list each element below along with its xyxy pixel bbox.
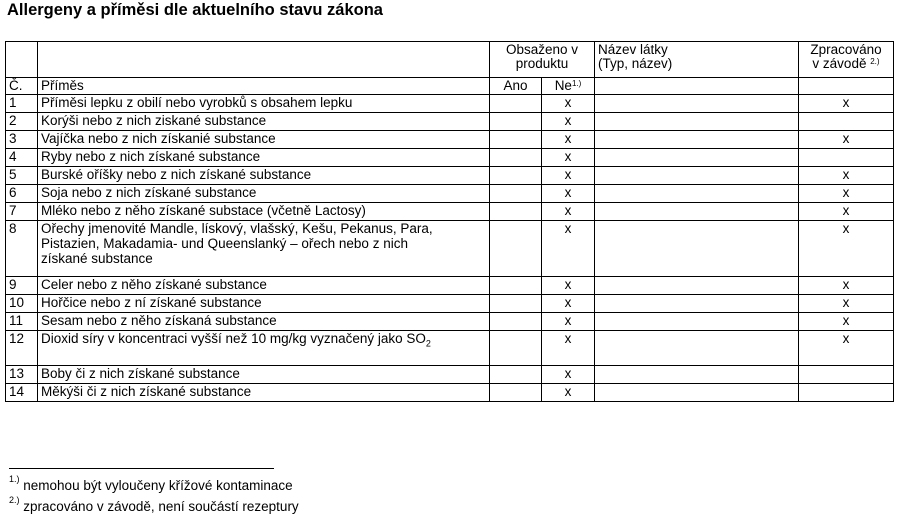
row-processed: x xyxy=(799,131,894,149)
table-row xyxy=(6,331,894,366)
row-ne: x xyxy=(542,203,595,221)
row-name-line: získané substance xyxy=(41,251,153,266)
row-ne: x xyxy=(542,167,595,185)
row-substance xyxy=(595,131,799,149)
row-name: Měkýši či z nich získané substance xyxy=(38,384,490,402)
row-substance xyxy=(595,149,799,167)
header-yes: Ano xyxy=(490,78,542,95)
row-yes xyxy=(490,203,542,221)
table-row xyxy=(6,313,894,331)
table-row xyxy=(6,384,894,402)
row-number: 1 xyxy=(6,95,38,113)
footnote-mark: 2.) xyxy=(9,495,20,505)
row-yes xyxy=(490,113,542,131)
row-number: 14 xyxy=(6,384,38,402)
header-admixture: Příměs xyxy=(38,78,490,95)
header-row-1 xyxy=(6,42,894,78)
row-ne: x xyxy=(542,295,595,313)
row-number: 10 xyxy=(6,295,38,313)
row-substance xyxy=(595,331,799,366)
row-processed: x xyxy=(799,277,894,295)
row-name: Celer nebo z něho získané substance xyxy=(38,277,490,295)
row-processed xyxy=(799,366,894,384)
row-ne: x xyxy=(542,131,595,149)
row-name: Mléko nebo z něho získané substace (včetně Lactosy) xyxy=(38,203,490,221)
row-ne: x xyxy=(542,366,595,384)
table-row xyxy=(6,149,894,167)
row-yes xyxy=(490,313,542,331)
row-substance xyxy=(595,366,799,384)
row-yes xyxy=(490,185,542,203)
row-number: 12 xyxy=(6,331,38,366)
row-yes xyxy=(490,295,542,313)
row-yes xyxy=(490,277,542,295)
row-substance xyxy=(595,185,799,203)
row-yes xyxy=(490,95,542,113)
row-substance xyxy=(595,167,799,185)
row-number: 13 xyxy=(6,366,38,384)
table-row xyxy=(6,203,894,221)
header-contained xyxy=(490,42,595,78)
row-processed xyxy=(799,149,894,167)
row-substance xyxy=(595,221,799,277)
row-number: 3 xyxy=(6,131,38,149)
row-processed: x xyxy=(799,185,894,203)
row-yes xyxy=(490,384,542,402)
row-processed xyxy=(799,384,894,402)
header-substance-line1: Název látky xyxy=(598,42,668,57)
table-row xyxy=(6,167,894,185)
row-yes xyxy=(490,149,542,167)
header-ne xyxy=(542,78,595,95)
row-name: Soja nebo z nich získané substance xyxy=(38,185,490,203)
row-name: Boby či z nich získané substance xyxy=(38,366,490,384)
header-processed-line2: v závodě xyxy=(812,56,867,71)
row-name-line: Pistazien, Makadamia- und Queenslanký – ořech nebo z nich xyxy=(41,236,408,251)
header-processed xyxy=(799,42,894,78)
row-yes xyxy=(490,131,542,149)
header-processed-line1: Zpracováno xyxy=(810,42,882,57)
row-ne: x xyxy=(542,95,595,113)
row-processed: x xyxy=(799,313,894,331)
row-yes xyxy=(490,221,542,277)
header-no: Č. xyxy=(6,78,38,95)
row-yes xyxy=(490,331,542,366)
row-substance xyxy=(595,113,799,131)
table-row xyxy=(6,366,894,384)
row-ne: x xyxy=(542,277,595,295)
table-row xyxy=(6,131,894,149)
footnote-text: zpracováno v závodě, není součástí rezeptury xyxy=(23,499,299,514)
row-processed: x xyxy=(799,95,894,113)
row-name: Příměsi lepku z obilí nebo vyrobků s obsahem lepku xyxy=(38,95,490,113)
header-ne-label: Ne xyxy=(554,78,572,93)
header-empty-name xyxy=(38,42,490,78)
row-number: 7 xyxy=(6,203,38,221)
row-processed: x xyxy=(799,167,894,185)
row-ne: x xyxy=(542,221,595,277)
row-substance xyxy=(595,384,799,402)
table-row xyxy=(6,221,894,277)
row-substance xyxy=(595,203,799,221)
header-row-2 xyxy=(6,78,894,95)
row-substance xyxy=(595,277,799,295)
row-number: 8 xyxy=(6,221,38,277)
row-yes xyxy=(490,366,542,384)
row-name: Vajíčka nebo z nich získanié substance xyxy=(38,131,490,149)
row-processed xyxy=(799,113,894,131)
table-row xyxy=(6,277,894,295)
row-name: Hořčice nebo z ní získané substance xyxy=(38,295,490,313)
row-name xyxy=(38,221,490,277)
row-processed: x xyxy=(799,203,894,221)
row-processed: x xyxy=(799,295,894,313)
header-substance-line2: (Typ, název) xyxy=(598,56,673,71)
header-substance xyxy=(595,42,799,78)
table-row xyxy=(6,295,894,313)
row-name: Korýši nebo z nich ziskané substance xyxy=(38,113,490,131)
row-name: Sesam nebo z něho získaná substance xyxy=(38,313,490,331)
row-substance xyxy=(595,313,799,331)
row-substance xyxy=(595,295,799,313)
row-name xyxy=(38,331,490,366)
row-ne: x xyxy=(542,149,595,167)
table-row xyxy=(6,113,894,131)
row-ne: x xyxy=(542,384,595,402)
footnote-mark: 1.) xyxy=(9,474,20,484)
header-contained-line1: Obsaženo v xyxy=(505,42,579,57)
header-contained-line2: produktu xyxy=(515,56,569,71)
header-substance-empty xyxy=(595,78,799,95)
row-name-line: Ořechy jmenovité Mandle, lískový, vlašský, Kešu, Pekanus, Para, xyxy=(41,221,433,236)
row-name: Ryby nebo z nich získané substance xyxy=(38,149,490,167)
row-number: 6 xyxy=(6,185,38,203)
table-row xyxy=(6,95,894,113)
row-yes xyxy=(490,167,542,185)
row-name: Burské oříšky nebo z nich získané substance xyxy=(38,167,490,185)
footnote-text: nemohou být vyloučeny křížové kontaminace xyxy=(23,478,293,493)
table-row xyxy=(6,185,894,203)
page-title: Allergeny a příměsi dle aktuelního stavu zákona xyxy=(7,1,383,19)
row-processed: x xyxy=(799,331,894,366)
row-number: 2 xyxy=(6,113,38,131)
header-processed-sup: 2.) xyxy=(870,57,880,66)
header-empty-no xyxy=(6,42,38,78)
allergen-table xyxy=(5,41,894,402)
row-substance xyxy=(595,95,799,113)
row-number: 11 xyxy=(6,313,38,331)
row-ne: x xyxy=(542,185,595,203)
row-processed: x xyxy=(799,221,894,277)
row-number: 4 xyxy=(6,149,38,167)
header-ne-sup: 1.) xyxy=(571,79,582,88)
row-number: 5 xyxy=(6,167,38,185)
row-name-text: Dioxid síry v koncentraci vyšší než 10 mg/kg vyznačený jako SO xyxy=(41,331,426,346)
header-processed-empty xyxy=(799,78,894,95)
footnote xyxy=(9,495,299,514)
row-ne: x xyxy=(542,313,595,331)
row-number: 9 xyxy=(6,277,38,295)
footnote xyxy=(9,474,293,493)
row-name-subscript: 2 xyxy=(425,338,431,349)
row-ne: x xyxy=(542,331,595,366)
footnote-divider xyxy=(9,468,274,469)
row-ne: x xyxy=(542,113,595,131)
